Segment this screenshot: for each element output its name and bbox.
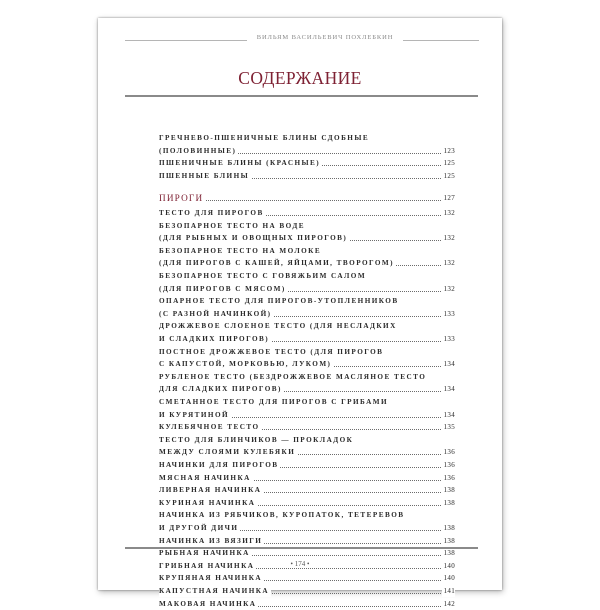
toc-entry-title: СМЕТАННОЕ ТЕСТО ДЛЯ ПИРОГОВ С ГРИБАМИ xyxy=(159,398,389,406)
toc-entry-title: МАКОВАЯ НАЧИНКА xyxy=(159,599,257,608)
toc-entry-page: 140 xyxy=(443,561,455,570)
toc-entry-page: 138 xyxy=(443,498,455,507)
toc-entry-title: ТЕСТО ДЛЯ БЛИНЧИКОВ — ПРОКЛАДОК xyxy=(159,435,354,444)
toc-entry-page: 134 xyxy=(443,360,455,369)
toc-entry-title: ЛИВЕРНАЯ НАЧИНКА xyxy=(159,486,262,495)
toc-entry-page: 125 xyxy=(443,159,455,168)
toc-entry xyxy=(159,157,455,169)
toc-entry xyxy=(159,170,455,182)
toc-entry xyxy=(159,459,455,471)
toc-entry-page: 138 xyxy=(443,536,455,545)
toc-entry-page: 125 xyxy=(443,171,455,180)
toc-entry-title: (ДЛЯ ПИРОГОВ С МЯСОМ) xyxy=(159,284,286,293)
toc-entry-title: МЯСНАЯ НАЧИНКА xyxy=(159,473,251,482)
toc-entry-page: 135 xyxy=(443,423,455,432)
toc-entry xyxy=(159,535,455,547)
toc-entry-title: ДРОЖЖЕВОЕ СЛОЕНОЕ ТЕСТО (ДЛЯ НЕСЛАДКИХ xyxy=(159,322,397,331)
toc-entry xyxy=(159,484,455,496)
toc-entry-page: 142 xyxy=(443,599,455,608)
toc-entry-title: ПШЕНИЧНЫЕ БЛИНЫ (КРАСНЫЕ) xyxy=(159,159,321,168)
toc-entry xyxy=(159,145,455,157)
toc-entry-title: (ДЛЯ ПИРОГОВ С КАШЕЙ, ЯЙЦАМИ, ТВОРОГОМ) xyxy=(159,259,394,268)
toc-entry-title: БЕЗОПАРНОЕ ТЕСТО НА МОЛОКЕ xyxy=(159,246,322,255)
toc-entry xyxy=(159,371,455,383)
page-title: СОДЕРЖАНИЕ xyxy=(238,68,362,88)
toc-entry xyxy=(159,472,455,484)
toc-entry-title: ГРЕЧНЕВО-ПШЕНИЧНЫЕ БЛИНЫ СДОБНЫЕ xyxy=(159,134,370,142)
toc-entry-title: КРУПЯНАЯ НАЧИНКА xyxy=(159,574,262,583)
toc-entry xyxy=(159,522,455,534)
toc-entry-title: КАПУСТНАЯ НАЧИНКА xyxy=(159,587,270,595)
toc-entry xyxy=(159,295,455,307)
toc-entry-title: БЕЗОПАРНОЕ ТЕСТО НА ВОДЕ xyxy=(159,221,305,230)
toc-entry xyxy=(159,383,455,395)
toc-entry-title: (С РАЗНОЙ НАЧИНКОЙ) xyxy=(159,309,272,318)
toc-entry-page: 136 xyxy=(443,461,455,469)
toc-entry-title: КУЛЕБЯЧНОЕ ТЕСТО xyxy=(159,423,260,432)
toc-entry xyxy=(159,257,455,269)
toc-entry xyxy=(159,207,455,219)
toc-entry-title: ДЛЯ СЛАДКИХ ПИРОГОВ) xyxy=(159,385,282,394)
toc-entry xyxy=(159,346,455,358)
toc-entry xyxy=(159,283,455,295)
toc-entry-title: С КАПУСТОЙ, МОРКОВЬЮ, ЛУКОМ) xyxy=(159,360,332,369)
toc-entry xyxy=(159,509,455,521)
toc-entry-title: РУБЛЕНОЕ ТЕСТО (БЕЗДРОЖЖЕВОЕ МАСЛЯНОЕ ТЕСТО xyxy=(159,372,427,381)
book-page xyxy=(98,18,502,608)
toc-entry xyxy=(159,572,455,584)
title-divider xyxy=(125,95,478,97)
toc-entry-page: 134 xyxy=(443,385,455,394)
toc-entry-page: 140 xyxy=(443,574,455,583)
toc-entry xyxy=(159,308,455,320)
toc-entry xyxy=(159,434,455,446)
toc-entry-title: МЕЖДУ СЛОЯМИ КУЛЕБЯКИ xyxy=(159,448,296,457)
toc-entry-title: ПОСТНОЕ ДРОЖЖЕВОЕ ТЕСТО (ДЛЯ ПИРОГОВ xyxy=(159,347,384,356)
page-number: • 174 • xyxy=(290,560,310,568)
toc-entry-page: 127 xyxy=(443,194,455,203)
toc-entry-title: ТЕСТО ДЛЯ ПИРОГОВ xyxy=(159,209,264,217)
toc-entry-page: 136 xyxy=(443,473,455,482)
toc-entry-title: РЫБНАЯ НАЧИНКА xyxy=(159,549,250,558)
toc-entry xyxy=(159,396,455,408)
toc-entry-page: 133 xyxy=(443,309,455,318)
toc-entry xyxy=(159,446,455,458)
toc-entry xyxy=(159,132,455,144)
toc-entry-title: НАЧИНКА ИЗ РЯБЧИКОВ, КУРОПАТОК, ТЕТЕРЕВОВ xyxy=(159,511,405,520)
toc-entry-page: 141 xyxy=(443,587,455,595)
header-rule-right xyxy=(403,40,479,41)
toc-entry xyxy=(159,333,455,345)
toc-section-heading xyxy=(159,192,455,204)
toc-entry xyxy=(159,245,455,257)
toc-entry-title: И ДРУГОЙ ДИЧИ xyxy=(159,524,239,532)
toc-entry-page: 132 xyxy=(443,284,455,293)
toc-entry xyxy=(159,497,455,509)
toc-entry-title: ПШЕННЫЕ БЛИНЫ xyxy=(159,171,250,180)
toc-entry-title: И КУРЯТИНОЙ xyxy=(159,410,230,419)
toc-entry-page: 138 xyxy=(443,524,455,532)
toc-entry-page: 134 xyxy=(443,410,455,419)
toc-entry-page: 136 xyxy=(443,448,455,457)
header-rule-left xyxy=(125,40,247,41)
toc-entry-title: ГРИБНАЯ НАЧИНКА xyxy=(159,561,255,570)
toc-entry-page: 138 xyxy=(443,549,455,558)
toc-entry xyxy=(159,409,455,421)
toc-entry xyxy=(159,270,455,282)
toc-entry-title: И СЛАДКИХ ПИРОГОВ) xyxy=(159,335,270,343)
running-header xyxy=(98,34,502,48)
toc-entry-title: ПИРОГИ xyxy=(159,193,204,204)
footer-divider xyxy=(125,547,478,549)
page-footer xyxy=(98,560,502,572)
toc-entry-title: БЕЗОПАРНОЕ ТЕСТО С ГОВЯЖЬИМ САЛОМ xyxy=(159,272,367,280)
toc-entry-page: 123 xyxy=(443,146,455,155)
toc-entry xyxy=(159,232,455,244)
toc-entry-page: 138 xyxy=(443,486,455,495)
toc-entry xyxy=(159,585,455,597)
toc-entry xyxy=(159,220,455,232)
toc-entry-title: (ПОЛОВИННЫЕ) xyxy=(159,146,237,155)
toc-entry xyxy=(159,320,455,332)
toc-entry-title: КУРИНАЯ НАЧИНКА xyxy=(159,498,256,507)
toc-entry xyxy=(159,421,455,433)
toc-entry-page: 132 xyxy=(443,234,455,243)
toc-entry-page: 132 xyxy=(443,209,455,217)
running-head-author: ВИЛЬЯМ ВАСИЛЬЕВИЧ ПОХЛЕБКИН xyxy=(256,34,394,41)
toc-entry-title: НАЧИНКА ИЗ ВЯЗИГИ xyxy=(159,536,263,545)
toc-entry xyxy=(159,358,455,370)
toc-entry xyxy=(159,598,455,610)
toc-entry-page: 132 xyxy=(443,259,455,268)
toc-entry-title: НАЧИНКИ ДЛЯ ПИРОГОВ xyxy=(159,461,279,469)
toc-entry-page: 133 xyxy=(443,335,455,343)
toc-entry-title: (ДЛЯ РЫБНЫХ И ОВОЩНЫХ ПИРОГОВ) xyxy=(159,234,348,243)
toc-entry-title: ОПАРНОЕ ТЕСТО ДЛЯ ПИРОГОВ-УТОПЛЕННИКОВ xyxy=(159,297,399,306)
